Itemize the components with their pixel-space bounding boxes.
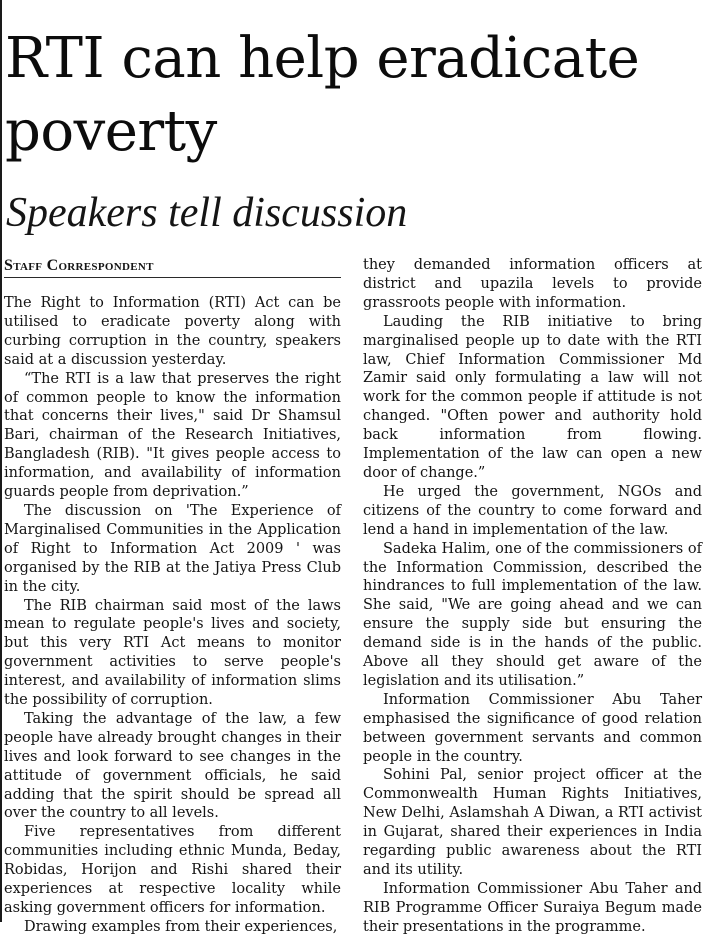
paragraph: The RIB chairman said most of the laws mean to regulate people's lives and society, but this very RTI Act means to monitor government activities to serve people's interest, and availability of information slims the possibility of corruption. (4, 597, 341, 709)
left-column-rule (0, 0, 2, 922)
paragraph: Sohini Pal, senior project officer at the Commonwealth Human Rights Initiatives, New Delhi, Aslamshah A Diwan, a RTI activist in Gujarat, shared their experiences in India regarding public awareness about the RTI and its utility. (363, 767, 702, 878)
paragraph: He urged the government, NGOs and citizens of the country to come forward and lend a hand in implementation of the law. (363, 483, 702, 538)
paragraph: Sadeka Halim, one of the commissioners of the Information Commission, described the hindrances to full implementation of the law. She said, "We are going ahead and we can ensure the supply side but ensuring the demand side is in the hands of the public. Above all they should get aware of the legislation and its utilisation.” (363, 540, 702, 689)
paragraph: Taking the advantage of the law, a few people have already brought changes in their lives and look forward to see changes in the attitude of government officials, he said adding that the spirit should be spread all over the country to all levels. (4, 710, 341, 822)
paragraph: Information Commissioner Abu Taher and RIB Programme Officer Suraiya Begum made their presentations in the programme. (363, 880, 702, 935)
headline: RTI can help eradicate poverty (5, 26, 640, 164)
byline: Staff Correspondent (4, 256, 341, 278)
paragraph: Information Commissioner Abu Taher emphasised the significance of good relation between government servants and common people in the country. (363, 691, 702, 765)
paragraph: Drawing examples from their experiences, (24, 918, 338, 935)
article-column-left (4, 256, 341, 937)
paragraph: The discussion on 'The Experience of Marginalised Communities in the Application of Right to Information Act 2009 ' was organised by the RIB at the Jatiya Press Club in the city. (4, 502, 341, 595)
paragraph: Lauding the RIB initiative to bring marginalised people up to date with the RTI law, Chief Information Commissioner Md Zamir said only formulating a law will not work for the common people if attitude is not changed. "Often power and authority hold back information from flowing. Implementation of the law can open a new door of change.” (363, 313, 702, 481)
subheadline: Speakers tell discussion (6, 190, 408, 236)
article-column-right (363, 256, 702, 937)
paragraph: The Right to Information (RTI) Act can be utilised to eradicate poverty along with curbing corruption in the country, speakers said at a discussion yesterday. (4, 295, 341, 368)
paragraph-continued: they demanded information officers at district and upazila levels to provide grassroots people with information. (363, 257, 702, 311)
paragraph: “The RTI is a law that preserves the right of common people to know the information that concerns their lives," said Dr Shamsul Bari, chairman of the Research Initiatives, Bangladesh (RIB). "It gives people access to information, and availability of information guards people from deprivation.” (4, 370, 341, 501)
paragraph: Five representatives from different communities including ethnic Munda, Beday, Robidas, Horijon and Rishi shared their experiences at respective locality while asking government officers for information. (4, 824, 341, 916)
